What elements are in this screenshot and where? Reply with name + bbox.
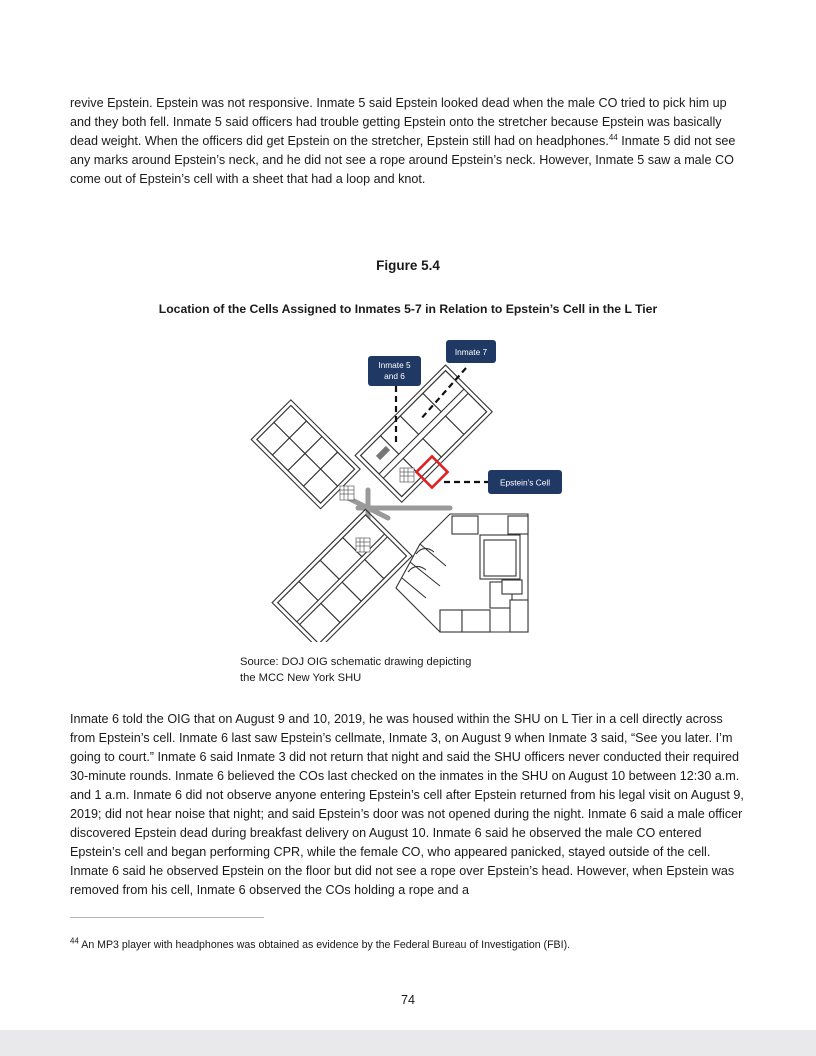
svg-text:Inmate 5: Inmate 5 xyxy=(378,360,411,370)
cell-block-lower-left xyxy=(272,509,412,642)
figure-subtitle: Location of the Cells Assigned to Inmates 5-7 in Relation to Epstein’s Cell in the L Tier xyxy=(158,302,658,316)
svg-text:and 6: and 6 xyxy=(384,371,405,381)
figure-title: Figure 5.4 xyxy=(376,258,440,273)
shu-floor-plan-diagram xyxy=(240,330,580,642)
footnote: $^{44}$ An MP3 player with headphones was obtained as evidence by the Federal Bureau of Investigation (FBI). xyxy=(70,936,571,951)
footnote-number: 44 xyxy=(70,936,79,946)
figure-source: Source: DOJ OIG schematic drawing depicting the MCC New York SHU xyxy=(240,656,472,684)
svg-text:Epstein’s Cell: Epstein’s Cell xyxy=(499,477,551,488)
body-paragraph-1: revive Epstein. Epstein was not responsive. Inmate 5 said Epstein looked dead when the male CO tried to pick him up and they both fell. Inmate 5 said officers had trouble getting Epstein onto the stretcher because Epstein was basically dead weight. When the officers did get Epstein on the stretcher, Epstein still had on headphones.$^{44}$ Inmate 5 did not see any marks around Epstein’s neck, and he did not see a rope around Epstein’s neck. However, Inmate 5 saw a male CO come out of Epstein’s cell with a sheet that had a loop and knot. xyxy=(70,96,736,186)
label-epsteins-cell xyxy=(488,470,562,494)
label-inmate-5-and-6 xyxy=(368,356,421,386)
stair-lower-left xyxy=(356,538,370,552)
footnote-divider xyxy=(70,917,264,918)
stair-upper-left xyxy=(340,486,354,500)
label-inmate-7 xyxy=(446,340,496,363)
footnote-reference: 44 xyxy=(608,132,618,142)
page-number: 74 xyxy=(400,993,415,1007)
svg-text:Inmate 7: Inmate 7 xyxy=(454,347,488,357)
body-paragraph-2: Inmate 6 told the OIG that on August 9 and 10, 2019, he was housed within the SHU on L Tier in a cell directly across from Epstein’s cell. Inmate 6 last saw Epstein’s cellmate, Inmate 3, on August 9 when Inmate 3 said, “See you later. I’m going to court.” Inmate 6 said Inmate 3 did not return that night and said the SHU officers never conducted their required 30-minute rounds. Inmate 6 believed the COs last checked on the inmates in the SHU on August 10 between 12:30 a.m. and 1 a.m. Inmate 6 did not observe anyone entering Epstein’s cell after Epstein returned from his legal visit on August 9, 2019; did not hear noise that night; and said Epstein’s door was not opened during the night. Inmate 6 said a male officer discovered Epstein dead during breakfast delivery on August 10. Inmate 6 said he observed the male CO entered Epstein’s cell and began performing CPR, while the female CO, who appeared panicked, stayed outside of the cell. Inmate 6 said he observed Epstein on the floor but did not see a rope over Epstein’s head. However, when Epstein was removed from his cell, Inmate 6 observed the COs holding a rope and a xyxy=(70,712,744,897)
office-area-lower-right xyxy=(396,514,528,632)
